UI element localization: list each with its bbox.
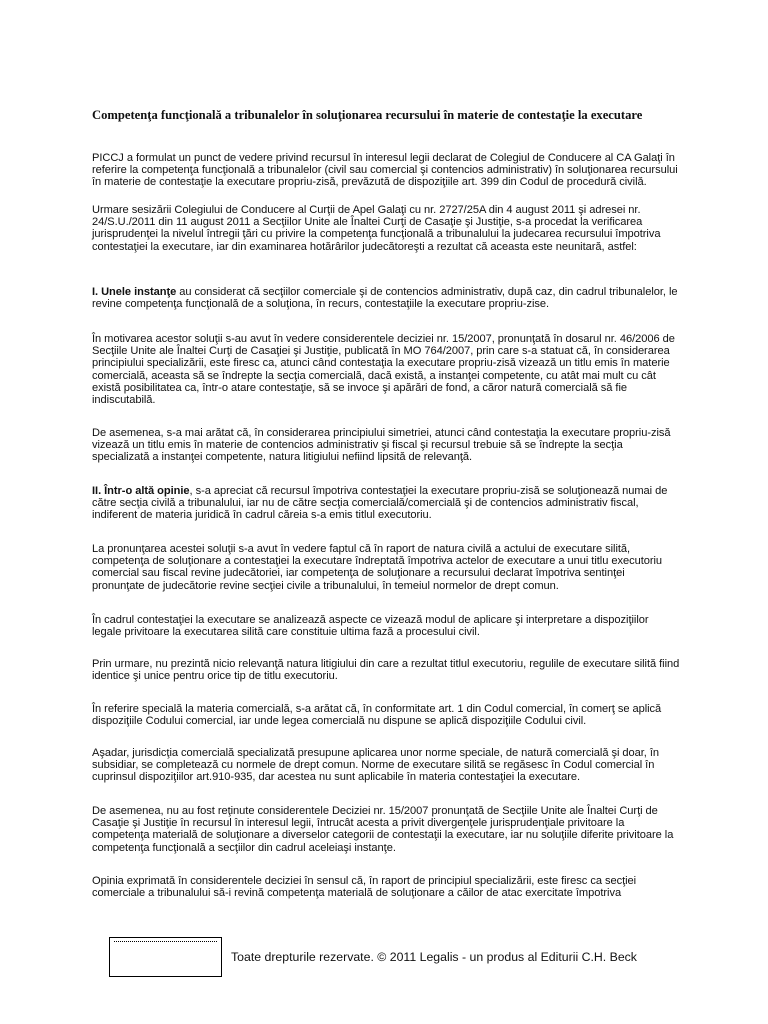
logo-dotted-line: [114, 941, 217, 942]
paragraph-opinia: [92, 875, 680, 899]
paragraph-opinion-1: [92, 286, 680, 310]
paragraph-intro: [92, 152, 680, 189]
paragraph-text: Opinia exprimată în considerentele deciziei în sensul că, în raport de principiul specializării, este firesc ca secţiei comerciale a tribunalului să-i revină competenţa materială de soluţionare a căilor de atac exercitate împotriva: [92, 875, 637, 900]
paragraph-text: Aşadar, jurisdicţia comercială specializată presupune aplicarea unor norme speciale, de natură comercială şi doar, în subsidiar, se completează cu normele de drept comun. Norme de executare silită se regăsesc în Codul comercial în cuprinsul dispoziţiilor art.910-935, dar acestea nu sunt aplicabile în materia contestaţiei la executare.: [92, 747, 660, 784]
paragraph-text: , s-a apreciat că recursul împotriva contestaţiei la executare propriu-zisă se soluţionează numai de către secţia civilă a tribunalului, iar nu de către secţia comercială/comercială şi de contencios administrativ fiscal, indiferent de materia juridică în cadrul căreia s-a emis titlul executoriu.: [92, 485, 668, 522]
paragraph-comercial: [92, 703, 680, 727]
paragraph-text: De asemenea, s-a mai arătat că, în considerarea principiului simetriei, atunci când contestaţia la executare propriu-zisă vizează un titlu emis în materie de contencios administrativ şi fiscal şi recursul trebuie să se îndrepte la secţia specializată a instanţei competente, natura litigiului nefiind lipsită de relevanţă.: [92, 427, 671, 464]
paragraph-text: În motivarea acestor soluţii s-au avut în vedere considerentele deciziei nr. 15/2007, pronunţată în dosarul nr. 46/2006 de Secţiile Unite ale Înaltei Curţi de Casaţiei şi Justiţie, publicată în MO 764/2007, prin care s-a statuat că, în considerarea principiului specializării, este firesc ca, atunci când contestaţia la executare propriu-zisă vizează un titlu emis în materie comercială, aceasta să se îndrepte la secţia comercială, dacă există, a instanţei competente, cu atât mai mult cu cât există posibilitatea ca, într-o atare contestaţie, să se invoce şi apărări de fond, a căror natură comercială să fie indiscutabilă.: [92, 333, 675, 407]
paragraph-text: PICCJ a formulat un punct de vedere privind recursul în interesul legii declarat de Colegiul de Conducere al CA Galaţi în referire la competenţa funcţională a tribunalelor (civil sau comercial şi contencios administrativ) în soluţionarea recursului în materie de contestaţie la executare propriu-zisă, prevăzută de dispoziţiile art. 399 din Codul de procedură civilă.: [92, 152, 678, 189]
paragraph-symmetry: [92, 427, 680, 464]
paragraph-opinion-2: [92, 485, 680, 522]
paragraph-sesizare: [92, 204, 680, 253]
paragraph-text: În cadrul contestaţiei la executare se analizează aspecte ce vizează modul de aplicare şi interpretare a dispoziţiilor legale privitoare la executarea silită care constituie ultima fază a procesului civil.: [92, 614, 649, 639]
paragraph-text: În referire specială la materia comercială, s-a arătat că, în conformitate art. 1 din Codul comercial, în comerţ se aplică dispoziţiile Codului comercial, iar unde legea comercială nu dispune se aplică dispoziţiile Codului civil.: [92, 703, 662, 728]
paragraph-decizie: [92, 805, 680, 854]
paragraph-text: La pronunţarea acestei soluţii s-a avut în vedere faptul că în raport de natura civilă a actului de executare silită, competenţa de soluţionare a contestaţiei la executare îndreptată împotriva actelor de executare a unui titlu executoriu comercial sau fiscal revine judecătoriei, iar competenţa de soluţionare a recursului declarat împotriva sentinţei pronunţate de judecătorie revine secţiei civile a tribunalului, în temeiul normelor de drept comun.: [92, 543, 663, 592]
copyright-footer: Toate drepturile rezervate. © 2011 Legalis - un produs al Editurii C.H. Beck: [231, 950, 637, 964]
paragraph-relevanta: [92, 658, 680, 682]
paragraph-jurisdictie: [92, 747, 680, 784]
paragraph-text: Prin urmare, nu prezintă nicio relevanţă natura litigiului din care a rezultat titlul executoriu, regulile de executare silită fiind identice şi unice pentru orice tip de titlu executoriu.: [92, 658, 680, 683]
paragraph-contestatie: [92, 614, 680, 638]
paragraph-motivation: [92, 333, 680, 406]
document-title: Competenţa funcţională a tribunalelor în soluţionarea recursului în materie de contestaţie la executare: [92, 108, 643, 122]
paragraph-text: De asemenea, nu au fost reţinute considerentele Deciziei nr. 15/2007 pronunţată de Secţiile Unite ale Înaltei Curţi de Casaţie şi Justiţie în recursul în interesul legii, întrucât acesta a privit divergenţele jurisprudenţiale privitoare la competenţa materială de soluţionare a diverselor categorii de contestaţii la executare, iar nu soluţiile diferite privitoare la competenţa funcţională a secţiilor din cadrul aceleiaşi instanţe.: [92, 805, 674, 854]
paragraph-text: au considerat că secţiilor comerciale şi de contencios administrativ, după caz, din cadrul tribunalelor, le revine competenţa funcţională de a soluţiona, în recurs, contestaţiile la executare propriu-zise.: [92, 286, 678, 311]
opinion-1-heading: I. Unele instanţe: [92, 286, 177, 298]
paragraph-pronuntare: [92, 543, 680, 592]
opinion-2-heading: II. Într-o altă opinie: [92, 485, 190, 497]
publisher-logo-box: [109, 937, 222, 977]
paragraph-text: Urmare sesizării Colegiului de Conducere al Curţii de Apel Galaţi cu nr. 2727/25A din 4 august 2011 şi adresei nr. 24/S.U./2011 din 11 august 2011 a Secţiilor Unite ale Înaltei Curţi de Casaţie şi Justiţie, s-a procedat la verificarea jurisprudenţei la nivelul întregii ţări cu privire la competenţa funcţională a tribunalului la judecarea recursului împotriva contestaţiei la executare, iar din examinarea hotărârilor judecătoreşti a rezultat că aceasta este neunitară, astfel:: [92, 204, 661, 253]
